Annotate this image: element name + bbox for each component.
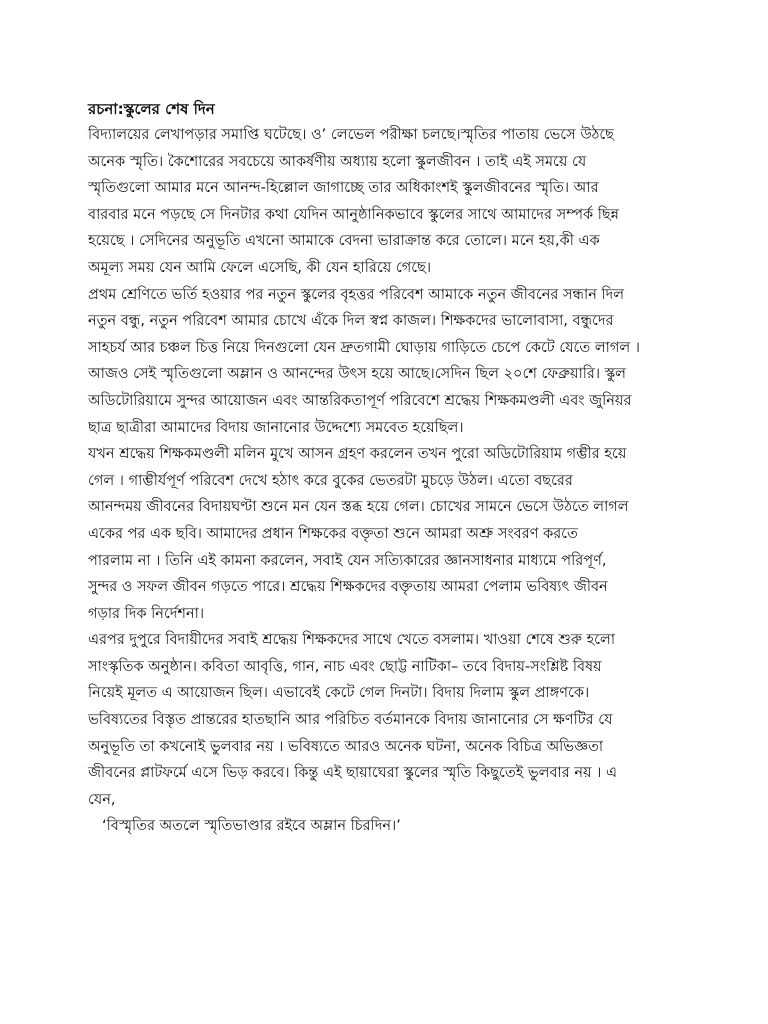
text-line: অনেক স্মৃতি। কৈশোরের সবচেয়ে আকর্ষণীয় অধ্যায় হলো স্কুলজীবন । তাই এই সময়ে যে [88,153,587,170]
text-line: সাহচর্য আর চঞ্চল চিত্ত নিয়ে দিনগুলো যেন দ্রুতগামী ঘোড়ায় গাড়িতে চেপে কেটে যেতে লাগল । [88,339,640,356]
text-line: নিয়েই মূলত এ আয়োজন ছিল। এভাবেই কেটে গেল দিনটা। বিদায় দিলাম স্কুল প্রাঙ্গণকে। [88,685,590,702]
text-line: স্মৃতিগুলো আমার মনে আনন্দ-হিল্লোল জাগাচ্ছে তার অধিকাংশই স্কুলজীবনের স্মৃতি। আর [88,180,599,197]
text-line: যেন, [88,791,116,808]
essay-body [88,96,696,840]
text-line: আজও সেই স্মৃতিগুলো অম্লান ও আনন্দের উৎস হয়ে আছে।সেদিন ছিল ২০শে ফেব্রুয়ারি। স্কুল [88,366,626,383]
text-line: একের পর এক ছবি। আমাদের প্রধান শিক্ষকের বক্তৃতা শুনে আমরা অশ্রু সংবরণ করতে [88,525,578,542]
text-line: বিদ্যালয়ের লেখাপড়ার সমাপ্তি ঘটেছে। ও’ লেভেল পরীক্ষা চলছে।স্মৃতির পাতায় ভেসে উঠছে [88,127,614,143]
paragraph [88,627,696,813]
text-line: অডিটোরিয়ামে সুন্দর আয়োজন এবং আন্তরিকতাপূর্ণ পরিবেশে শ্রদ্ধেয় শিক্ষকমণ্ডলী এবং জুনিয়র [88,392,632,409]
text-line: নতুন বন্ধু, নতুন পরিবেশ আমার চোখে এঁকে দিল স্বপ্ন কাজল। শিক্ষকদের ভালোবাসা, বন্ধুদের [88,313,614,330]
text-line: অনুভূতি তা কখনোই ভুলবার নয় । ভবিষ্যতে আরও অনেক ঘটনা, অনেক বিচিত্র অভিজ্ঞতা [88,738,604,755]
paragraph [88,122,696,282]
text-line: গড়ার দিক নির্দেশনা। [88,605,205,622]
text-line: বারবার মনে পড়ছে সে দিনটার কথা যেদিন আনুষ্ঠানিকভাবে স্কুলের সাথে আমাদের সম্পর্ক ছিন্ন [88,206,619,223]
text-line: সাংস্কৃতিক অনুষ্ঠান। কবিতা আবৃত্তি, গান, নাচ এবং ছোট্ট নাটিকা– তবে বিদায়-সংশ্লিষ্ট বিষয় [88,658,602,675]
text-line: পারলাম না । তিনি এই কামনা করলেন, সবাই যেন সত্যিকারের জ্ঞানসাধনার মাধ্যমে পরিপূর্ণ, [88,552,607,569]
text-line: এরপর দুপুরে বিদায়ীদের সবাই শ্রদ্ধেয় শিক্ষকদের সাথে খেতে বসলাম। খাওয়া শেষে শুরু হলো [88,632,616,649]
text-line: ভবিষ্যতের বিস্তৃত প্রান্তরের হাতছানি আর পরিচিত বর্তমানকে বিদায় জানানোর সে ক্ষণটির যে [88,712,613,729]
text-line: গেল । গাম্ভীর্যপূর্ণ পরিবেশ দেখে হঠাৎ করে বুকের ভেতরটা মুচড়ে উঠল। এতো বছরের [88,472,573,489]
essay-title: রচনা:স্কুলের শেষ দিন [88,100,215,118]
text-line: যখন শ্রদ্ধেয় শিক্ষকমণ্ডলী মলিন মুখে আসন গ্রহণ করলেন তখন পুরো অডিটোরিয়াম গম্ভীর হয়ে [88,446,627,463]
text-line: জীবনের প্লাটফর্মে এসে ভিড় করবে। কিন্তু এই ছায়াঘেরা স্কুলের স্মৃতি কিছুতেই ভুলবার নয় । এ [88,765,617,782]
text-line: আনন্দময় জীবনের বিদায়ঘণ্টা শুনে মন যেন স্তব্ধ হয়ে গেল। চোখের সামনে ভেসে উঠতে লাগল [88,499,629,516]
text-line: ছাত্র ছাত্রীরা আমাদের বিদায় জানানোর উদ্দেশ্যে সমবেত হয়েছিল। [88,419,464,436]
text-line: হয়েছে । সেদিনের অনুভূতি এখনো আমাকে বেদনা ভারাক্রান্ত করে তোলে। মনে হয়,কী এক [88,233,600,250]
text-line: সুন্দর ও সফল জীবন গড়তে পারে। শ্রদ্ধেয় শিক্ষকদের বক্তৃতায় আমরা পেলাম ভবিষ্যৎ জীবন [88,579,608,596]
text-line: অমূল্য সময় যেন আমি ফেলে এসেছি, কী যেন হারিয়ে গেছে। [88,259,432,276]
paragraph [88,282,696,442]
text-line: প্রথম শ্রেণিতে ভর্তি হওয়ার পর নতুন স্কুলের বৃহত্তর পরিবেশ আমাকে নতুন জীবনের সন্ধান দিল [88,286,625,303]
closing-quote: ‘বিস্মৃতির অতলে স্মৃতিভাণ্ডার রইবে অম্লান চিরদিন।’ [102,818,401,835]
essay-paragraphs [88,122,696,813]
paragraph [88,441,696,627]
